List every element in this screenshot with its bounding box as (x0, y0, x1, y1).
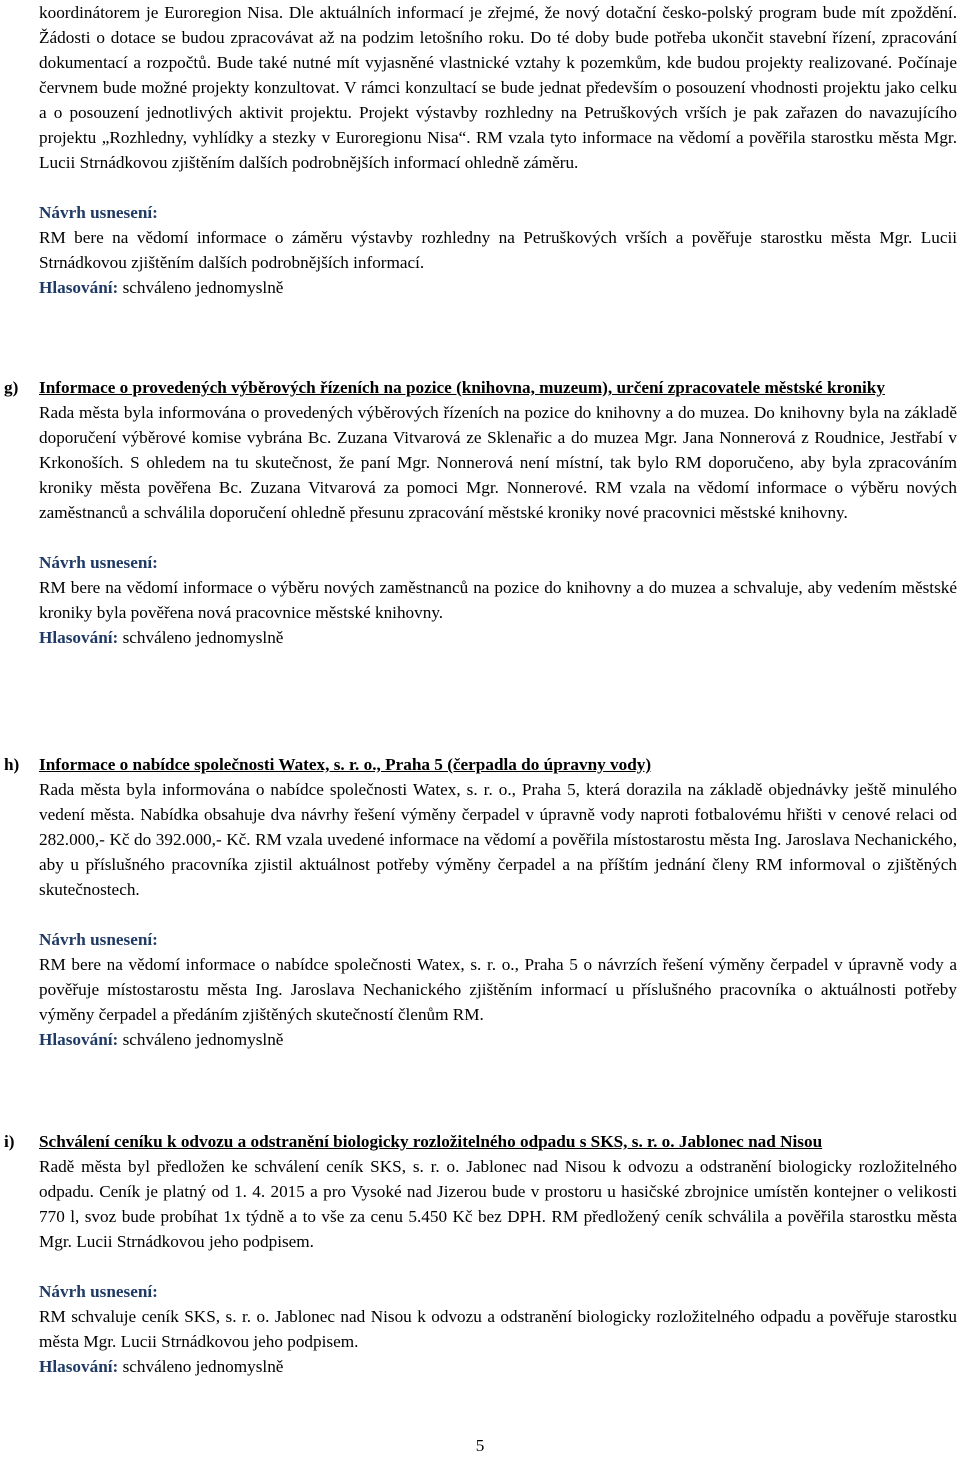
section-body: Radě města byl předložen ke schválení ceník SKS, s. r. o. Jablonec nad Nisou k odvozu a odstranění biologicky rozložitelného odpadu. Ceník je platný od 1. 4. 2015 a pro Vysoké nad Jizerou bude v prostoru u hasičské zbrojnice umístěn kontejner o velikosti 770 l, svoz bude probíhat 1x týdně a to vše za cenu 5.450 Kč bez DPH. RM předložený ceník schválila a pověřila starostku města Mgr. Lucii Strnádkovou jeho podpisem. (39, 1157, 957, 1251)
proposal-text: RM bere na vědomí informace o záměru výstavby rozhledny na Petruškových vrších a pověřuje starostku města Mgr. Lucii Strnádkovou zjištěním dalších podrobnějších informací. (39, 228, 957, 272)
page-number: 5 (475, 1436, 485, 1455)
intro-section (39, 0, 957, 300)
section-letter-g: g) (4, 378, 19, 397)
vote-line (39, 625, 957, 650)
vote-result: schváleno jednomyslně (122, 1357, 284, 1376)
section-body: Rada města byla informována o nabídce společnosti Watex, s. r. o., Praha 5, která dorazila na základě objednávky ještě minulého vedení města. Nabídka obsahuje dva návrhy řešení výměny čerpadel v úpravně vody naproti fotbalovému hřišti v cenové relaci od 282.000,- Kč do 392.000,- Kč. RM vzala uvedené informace na vědomí a pověřila místostarostu města Ing. Jaroslava Nechanického, aby u příslušného pracovníka zjistil aktuálnost potřeby výměny čerpadel a na příštím jednání členy RM informoval o zjištěných skutečnostech. (39, 780, 957, 899)
proposal-label: Návrh usnesení: (39, 203, 158, 222)
proposal-text: RM bere na vědomí informace o výběru nových zaměstnanců na pozice do knihovny a do muzea a schvaluje, aby vedením městské kroniky byla pověřena nová pracovnice městské knihovny. (39, 578, 957, 622)
vote-label: Hlasování: (39, 628, 119, 647)
vote-line (39, 275, 957, 300)
intro-paragraph: koordinátorem je Euroregion Nisa. Dle aktuálních informací je zřejmé, že nový dotační česko-polský program bude mít zpoždění. Žádosti o dotace se budou zpracovávat až na podzim letošního roku. Do té doby bude potřeba ukončit stavební řízení, zpracování dokumentací a rozpočtů. Bude také nutné mít vyjasněné vlastnické vztahy k pozemkům, kde budou projekty realizované. Počínaje červnem bude možné projekty konzultovat. V rámci konzultací se bude jednat především o posouzení vhodnosti projektu jako celku a o posouzení jednotlivých aktivit projektu. Projekt výstavby rozhledny na Petruškových vrších je pak zařazen do navazujícího projektu „Rozhledny, vyhlídky a stezky v Euroregionu Nisa“. RM vzala tyto informace na vědomí a pověřila starostku města Mgr. Lucii Strnádkovou zjištěním dalších podrobnějších informací ohledně záměru. (39, 3, 957, 172)
vote-label: Hlasování: (39, 1030, 119, 1049)
proposal-text: RM bere na vědomí informace o nabídce společnosti Watex, s. r. o., Praha 5 o návrzích řešení výměny čerpadel v úpravně vody a pověřuje místostarostu města Ing. Jaroslava Nechanického zjištěním informací u příslušného pracovníka o aktuálnosti potřeby výměny čerpadel a předáním zjištěných skutečností členům RM. (39, 955, 957, 1024)
section-title: Schválení ceníku k odvozu a odstranění biologicky rozložitelného odpadu s SKS, s. r. o. Jablonec nad Nisou (39, 1132, 823, 1151)
section-title: Informace o provedených výběrových řízeních na pozice (knihovna, muzeum), určení zpracovatele městské kroniky (39, 378, 885, 397)
vote-line (39, 1354, 957, 1379)
proposal-text: RM schvaluje ceník SKS, s. r. o. Jablonec nad Nisou k odvozu a odstranění biologicky rozložitelného odpadu a pověřuje starostku města Mgr. Lucii Strnádkovou jeho podpisem. (39, 1307, 957, 1351)
section-i (39, 1129, 957, 1379)
section-title: Informace o nabídce společnosti Watex, s. r. o., Praha 5 (čerpadla do úpravny vody) (39, 755, 652, 774)
vote-label: Hlasování: (39, 1357, 119, 1376)
section-h (39, 752, 957, 1052)
vote-result: schváleno jednomyslně (122, 278, 284, 297)
proposal-label: Návrh usnesení: (39, 553, 158, 572)
vote-result: schváleno jednomyslně (122, 628, 284, 647)
vote-result: schváleno jednomyslně (122, 1030, 284, 1049)
section-g (39, 375, 957, 650)
vote-label: Hlasování: (39, 278, 119, 297)
section-letter-h: h) (4, 755, 20, 774)
proposal-label: Návrh usnesení: (39, 930, 158, 949)
proposal-label: Návrh usnesení: (39, 1282, 158, 1301)
section-body: Rada města byla informována o provedených výběrových řízeních na pozice do knihovny a do muzea. Do knihovny byla na základě doporučení výběrové komise vybrána Bc. Zuzana Vitvarová ze Sklenařic a do muzea Mgr. Jana Nonnerová z Roudnice, Jestřabí v Krkonoších. S ohledem na tu skutečnost, že paní Mgr. Nonnerová není místní, tak bylo RM doporučeno, aby byla zpracováním kroniky města pověřena Bc. Zuzana Vitvarová za pomoci Mgr. Nonnerové. RM vzala na vědomí informace o výběru nových zaměstnanců a schválila doporučení ohledně přesunu zpracování městské kroniky nové pracovnici městské knihovny. (39, 403, 957, 522)
section-letter-i: i) (4, 1132, 15, 1151)
vote-line (39, 1027, 957, 1052)
